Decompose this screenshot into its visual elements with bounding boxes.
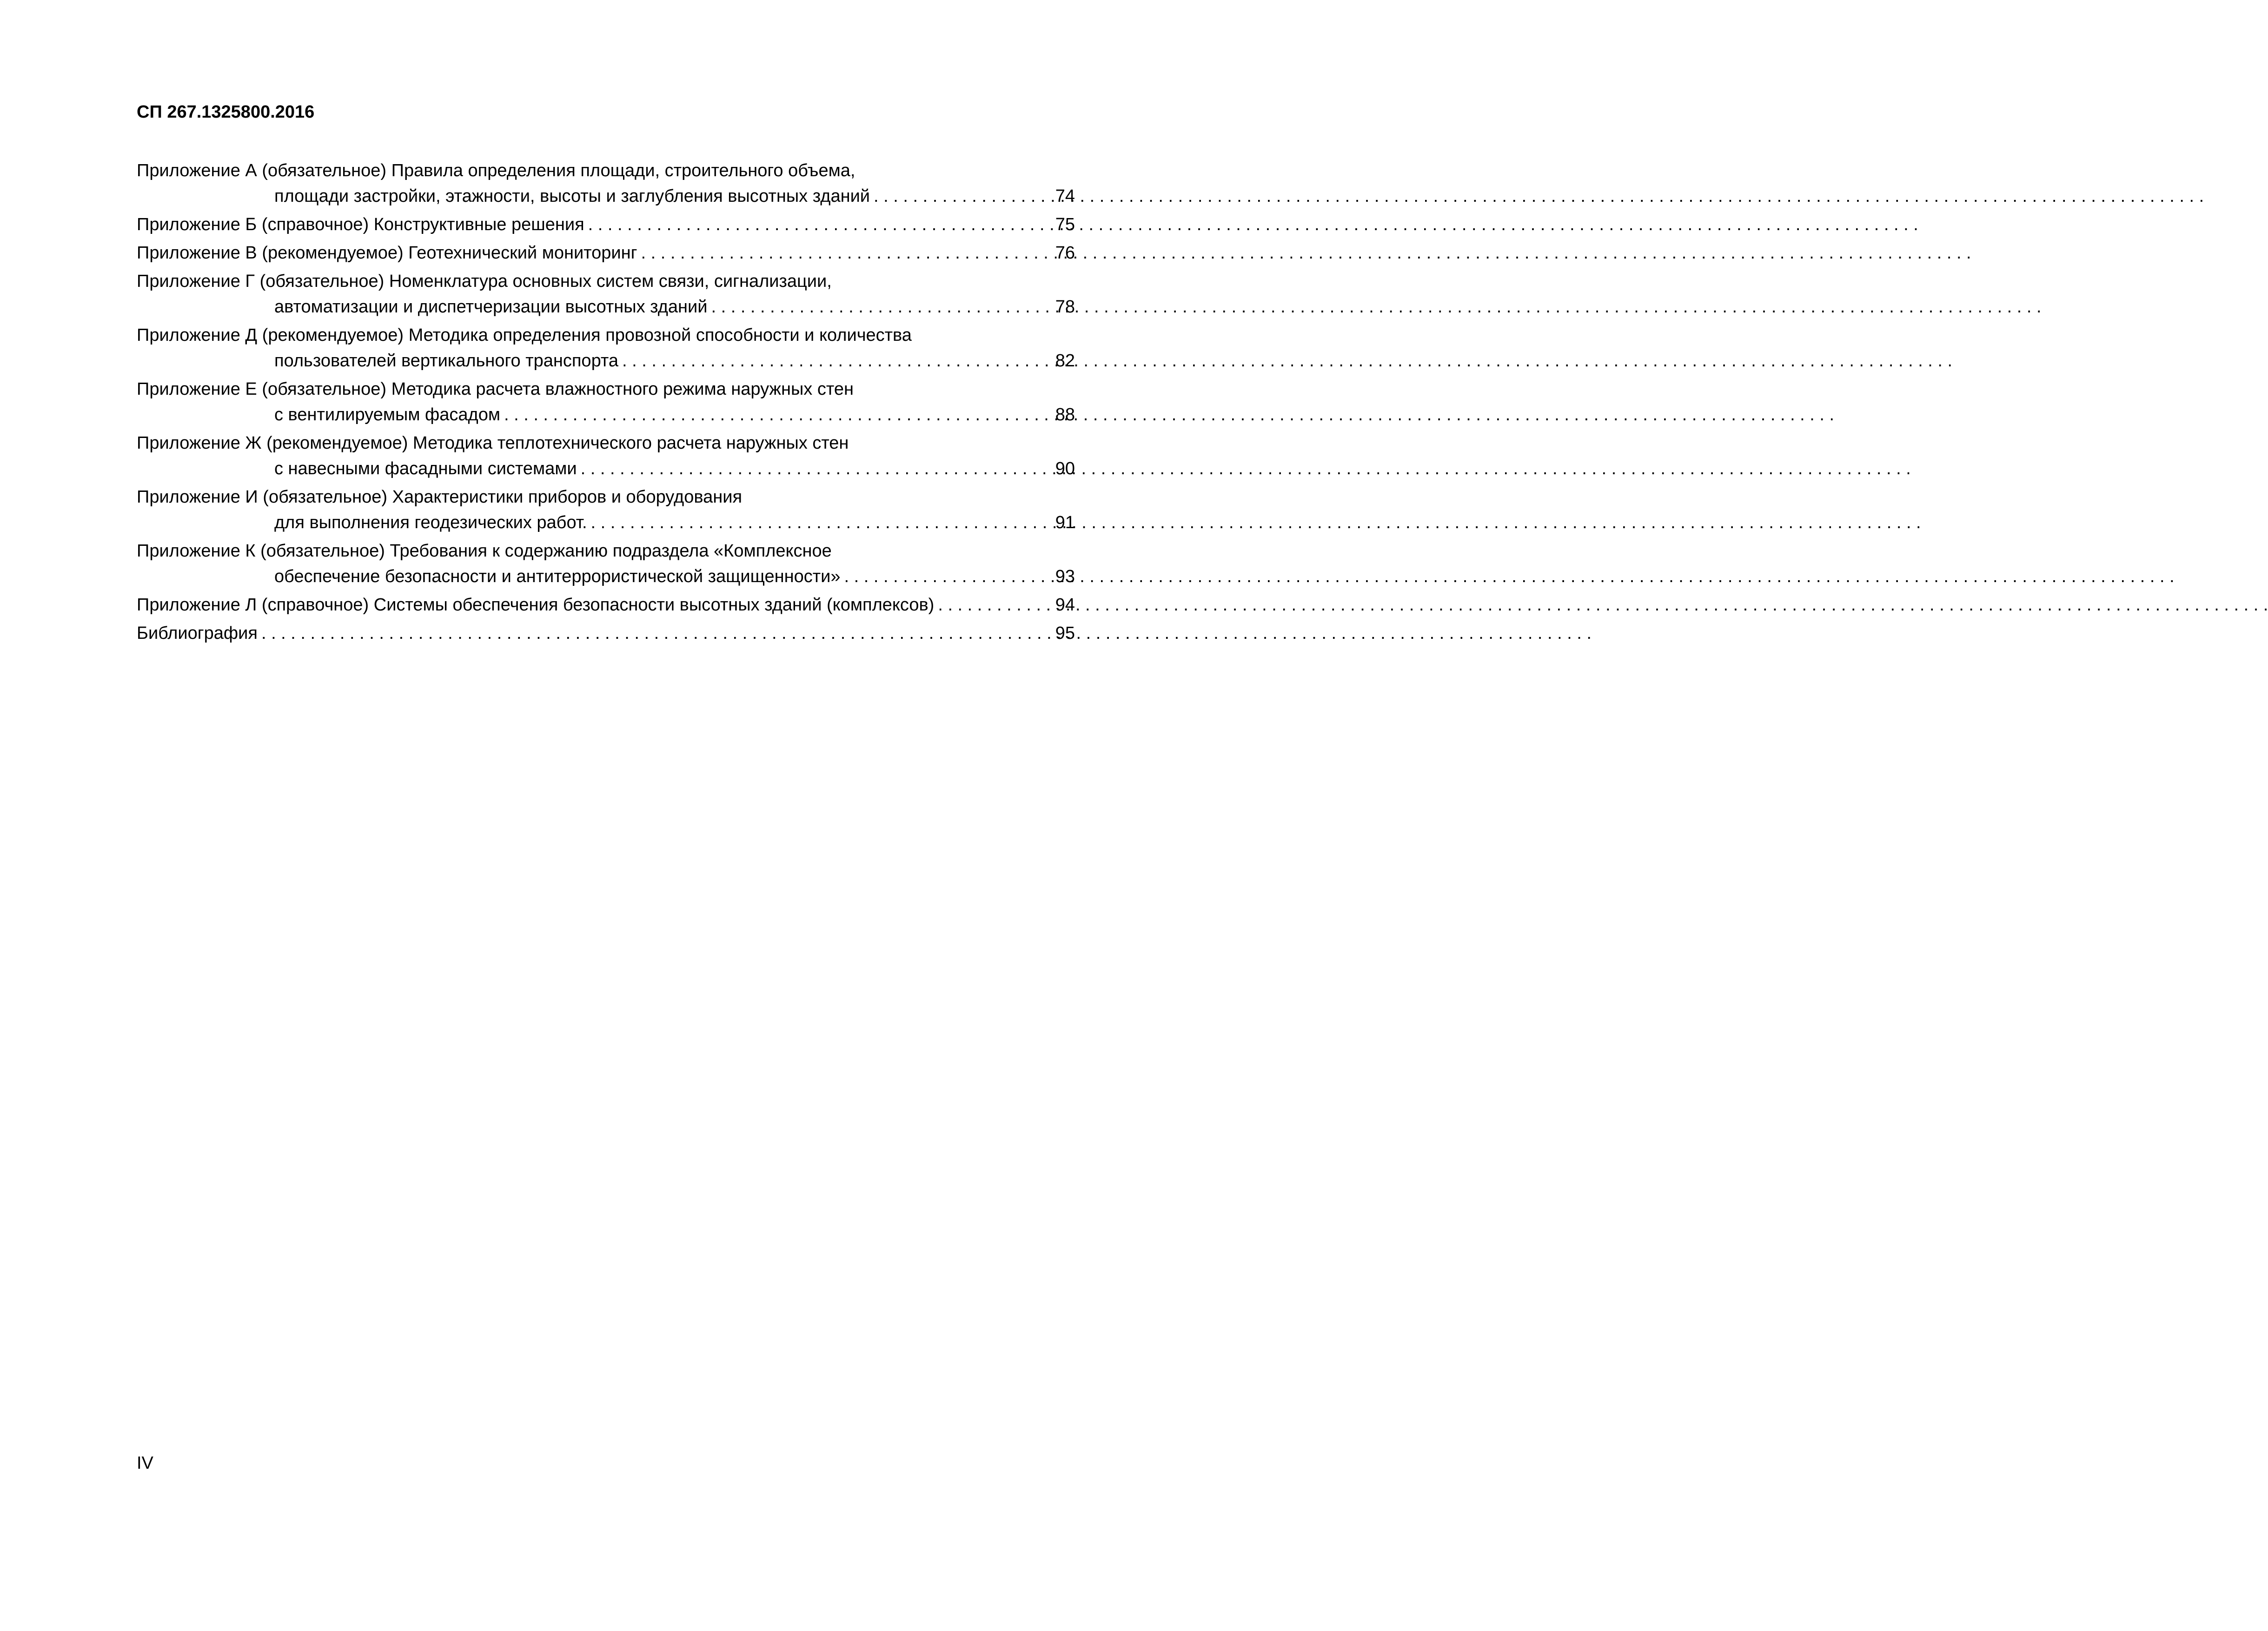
toc-dot-leader: [622, 348, 1051, 374]
toc-entry-continuation-line: [137, 456, 1075, 482]
toc-entry-appendix-l[interactable]: [137, 592, 1075, 618]
toc-entry-title-continued: обеспечение безопасности и антитеррористической защищенности»: [274, 567, 841, 586]
toc-entry-first-line: [137, 240, 1075, 266]
toc-entry-title-continued: автоматизации и диспетчеризации высотных зданий: [274, 297, 708, 317]
toc-page-number: 94: [1055, 595, 1075, 615]
toc-entry-continuation-line: [137, 510, 1075, 536]
toc-dot-leader: [591, 510, 1051, 536]
toc-entry-appendix-i[interactable]: [137, 484, 1075, 536]
toc-entry-first-line: [137, 158, 1075, 184]
toc-entry-first-line: [137, 212, 1075, 238]
toc-entry-appendix-g[interactable]: [137, 269, 1075, 320]
toc-dot-leader: [581, 456, 1051, 482]
toc-entry-appendix-a[interactable]: [137, 158, 1075, 209]
toc-entry-first-line: [137, 621, 1075, 646]
toc-dot-leader: [874, 184, 1051, 209]
page-number-footer: IV: [137, 1453, 153, 1473]
toc-entry-title: Приложение В (рекомендуемое) Геотехнический мониторинг: [137, 243, 637, 263]
toc-entry-title: Приложение А (обязательное) Правила определения площади, строительного объема,: [137, 161, 855, 180]
toc-entry-title: Приложение Е (обязательное) Методика расчета влажностного режима наружных стен: [137, 379, 854, 399]
toc-entry-appendix-k[interactable]: [137, 538, 1075, 590]
toc-entry-title-continued: с навесными фасадными системами: [274, 459, 577, 478]
toc-entry-continuation-line: [137, 184, 1075, 209]
toc-entry-appendix-v[interactable]: [137, 240, 1075, 266]
toc-entry-title: Приложение К (обязательное) Требования к содержанию подраздела «Комплексное: [137, 541, 832, 561]
toc-entry-title-continued: с вентилируемым фасадом: [274, 405, 500, 424]
toc-entry-title: Приложение Б (справочное) Конструктивные решения: [137, 215, 584, 234]
toc-page-number: 93: [1055, 567, 1075, 586]
toc-dot-leader: [711, 294, 1050, 320]
table-of-contents: [137, 158, 1075, 649]
toc-page-number: 90: [1055, 459, 1075, 478]
toc-entry-title: Приложение Ж (рекомендуемое) Методика теплотехнического расчета наружных стен: [137, 433, 849, 453]
toc-dot-leader: [504, 402, 1051, 428]
toc-entry-bibliography[interactable]: [137, 621, 1075, 646]
toc-entry-first-line: [137, 377, 1075, 402]
toc-page-number: 74: [1055, 186, 1075, 206]
toc-dot-leader: [588, 212, 1051, 238]
toc-page-number: 78: [1055, 297, 1075, 317]
toc-page-number: 95: [1055, 623, 1075, 643]
toc-entry-title-continued: площади застройки, этажности, высоты и заглубления высотных зданий: [274, 186, 870, 206]
toc-page-number: 82: [1055, 351, 1075, 371]
toc-entry-first-line: [137, 269, 1075, 294]
toc-entry-title: Библиография: [137, 623, 258, 643]
toc-dot-leader: [641, 240, 1051, 266]
toc-entry-continuation-line: [137, 402, 1075, 428]
toc-entry-appendix-b[interactable]: [137, 212, 1075, 238]
toc-entry-title: Приложение И (обязательное) Характеристики приборов и оборудования: [137, 487, 743, 507]
toc-entry-continuation-line: [137, 564, 1075, 590]
toc-entry-title: Приложение Д (рекомендуемое) Методика определения провозной способности и количества: [137, 325, 912, 345]
document-code: СП 267.1325800.2016: [137, 102, 315, 122]
toc-page-number: 91: [1055, 513, 1075, 532]
toc-entry-title: Приложение Г (обязательное) Номенклатура основных систем связи, сигнализации,: [137, 272, 832, 291]
toc-page-number: 75: [1055, 215, 1075, 234]
toc-entry-first-line: [137, 538, 1075, 564]
toc-entry-appendix-e[interactable]: [137, 377, 1075, 428]
toc-entry-title-continued: пользователей вертикального транспорта: [274, 351, 618, 371]
toc-entry-continuation-line: [137, 294, 1075, 320]
toc-entry-first-line: [137, 484, 1075, 510]
toc-entry-first-line: [137, 431, 1075, 456]
toc-entry-appendix-zh[interactable]: [137, 431, 1075, 482]
toc-page-number: 76: [1055, 243, 1075, 263]
toc-dot-leader: [261, 621, 1051, 646]
toc-entry-first-line: [137, 323, 1075, 348]
toc-entry-continuation-line: [137, 348, 1075, 374]
toc-dot-leader: [844, 564, 1051, 590]
toc-entry-first-line: [137, 592, 1075, 618]
toc-entry-title: Приложение Л (справочное) Системы обеспечения безопасности высотных зданий (комплексов): [137, 595, 935, 615]
toc-page-number: 88: [1055, 405, 1075, 424]
toc-entry-title-continued: для выполнения геодезических работ.: [274, 513, 587, 532]
toc-entry-appendix-d[interactable]: [137, 323, 1075, 374]
toc-dot-leader: [938, 592, 1050, 618]
